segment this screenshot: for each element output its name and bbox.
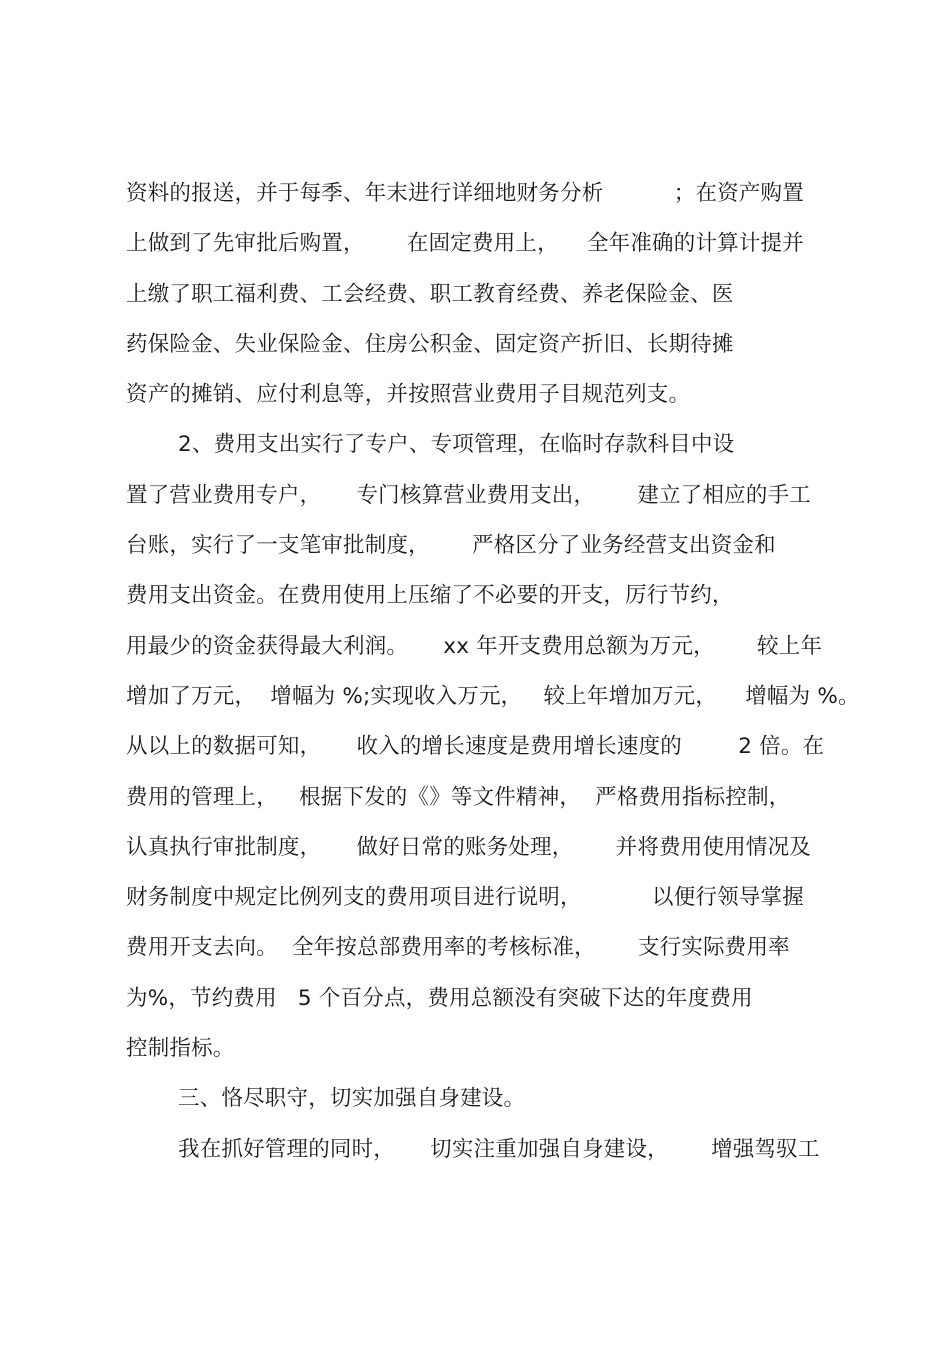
text-line: 费用的管理上， 根据下发的《》等文件精神， 严格费用指标控制， <box>126 784 791 810</box>
text-line: 用最少的资金获得最大利润。 xx 年开支费用总额为万元， 较上年 <box>126 633 823 659</box>
text-line: 资料的报送，并于每季、年末进行详细地财务分析 ；在资产购置 <box>126 181 804 206</box>
text-line: 药保险金、失业保险金、住房公积金、固定资产折旧、长期待摊 <box>126 331 734 357</box>
text-line: 控制指标。 <box>126 1036 235 1062</box>
paragraph-start-line: 我在抓好管理的同时， 切实注重加强自身建设， 增强驾驭工 <box>178 1136 820 1162</box>
text-line: 认真执行审批制度， 做好日常的账务处理， 并将费用使用情况及 <box>126 834 811 860</box>
text-line: 财务制度中规定比例列支的费用项目进行说明， 以便行领导掌握 <box>126 885 804 911</box>
text-line: 置了营业费用专户， 专门核算营业费用支出， 建立了相应的手工 <box>126 482 811 508</box>
text-line: 资产的摊销、应付利息等，并按照营业费用子目规范列支。 <box>126 382 691 408</box>
text-line: 上缴了职工福利费、工会经费、职工教育经费、养老保险金、医 <box>126 281 734 307</box>
document-body <box>126 172 860 1178</box>
text-line: 为%，节约费用 5 个百分点，费用总额没有突破下达的年度费用 <box>126 985 753 1011</box>
text-line: 费用开支去向。 全年按总部费用率的考核标准， 支行实际费用率 <box>126 935 790 961</box>
text-line: 增加了万元， 增幅为 %;实现收入万元， 较上年增加万元， 增幅为 %。 <box>126 683 860 709</box>
text-line: 费用支出资金。在费用使用上压缩了不必要的开支，厉行节约， <box>126 583 734 609</box>
text-line: 台账，实行了一支笔审批制度， 严格区分了业务经营支出资金和 <box>126 533 776 559</box>
text-line: 从以上的数据可知， 收入的增长速度是费用增长速度的 2 倍。在 <box>126 734 825 760</box>
section-heading: 三、恪尽职守，切实加强自身建设。 <box>178 1086 526 1112</box>
paragraph-start-line: 2、费用支出实行了专户、专项管理，在临时存款科目中设 <box>178 432 735 458</box>
text-line: 上做到了先审批后购置， 在固定费用上， 全年准确的计算计提并 <box>126 231 804 257</box>
